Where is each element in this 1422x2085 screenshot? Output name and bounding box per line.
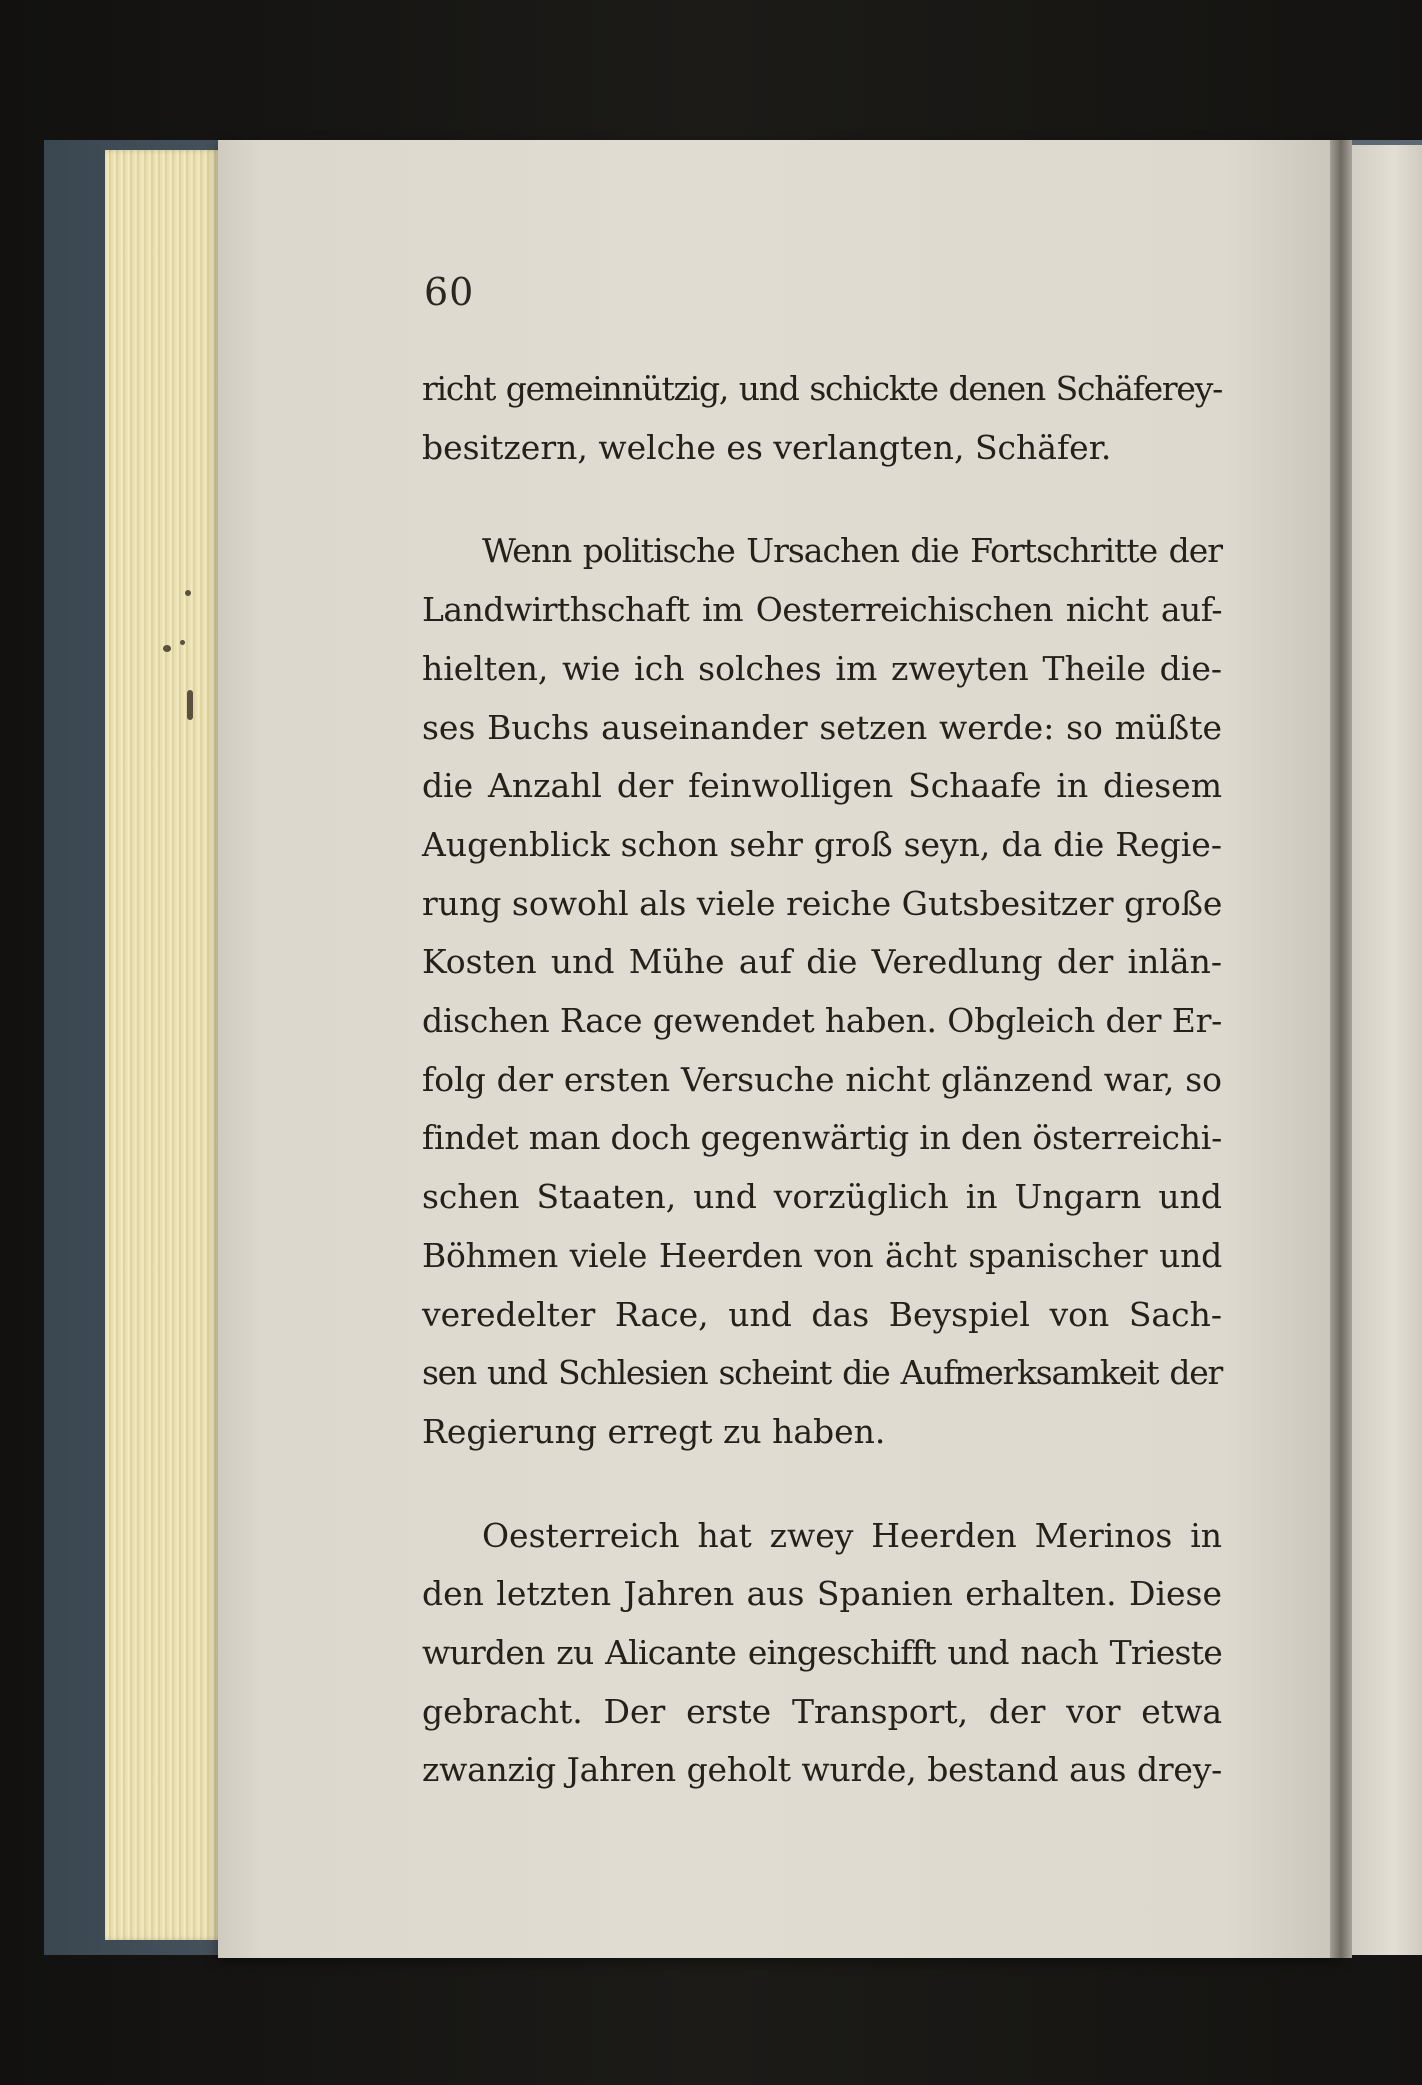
text-line: zwanzig Jahren geholt wurde, bestand aus drey- — [422, 1750, 1222, 1790]
text-line: sen und Schlesien scheint die Aufmerksamkeit der — [422, 1353, 1222, 1393]
page-edges — [105, 150, 225, 1940]
text-line: Augenblick schon sehr groß seyn, da die Regie- — [422, 824, 1222, 864]
text-line: Regierung erregt zu haben. — [422, 1411, 886, 1451]
text-line: findet man doch gegenwärtig in den österreichi- — [422, 1118, 1222, 1158]
text-line: wurden zu Alicante eingeschifft und nach Trieste — [422, 1633, 1222, 1673]
book-gutter — [1330, 140, 1352, 1958]
text-line: Kosten und Mühe auf die Veredlung der inlän- — [422, 942, 1222, 982]
text-line: die Anzahl der feinwolligen Schaafe in diesem — [422, 766, 1222, 806]
paragraph — [422, 1507, 1222, 1801]
text-line: folg der ersten Versuche nicht glänzend war, so — [422, 1059, 1222, 1099]
text-line: gebracht. Der erste Transport, der vor etwa — [422, 1691, 1222, 1731]
text-line: rung sowohl als viele reiche Gutsbesitzer große — [422, 883, 1223, 923]
text-line: Wenn politische Ursachen die Fortschritte der — [482, 531, 1222, 571]
text-line: Oesterreich hat zwey Heerden Merinos in — [482, 1515, 1222, 1555]
paragraph — [422, 360, 1222, 477]
text-line: richt gemeinnützig, und schickte denen Schäferey- — [422, 369, 1222, 408]
text-line: veredelter Race, und das Beyspiel von Sach- — [422, 1294, 1222, 1334]
text-line: den letzten Jahren aus Spanien erhalten. Diese — [422, 1574, 1222, 1614]
facing-page-edge — [1352, 145, 1422, 1955]
paragraph — [422, 522, 1222, 1461]
text-line: Landwirthschaft im Oesterreichischen nicht auf- — [422, 590, 1222, 630]
text-line: hielten, wie ich solches im zweyten Theile die- — [422, 648, 1222, 688]
text-line: besitzern, welche es verlangten, Schäfer. — [422, 427, 1112, 467]
text-line: schen Staaten, und vorzüglich in Ungarn und — [422, 1177, 1222, 1217]
paper-stains — [145, 590, 205, 740]
page-text — [422, 360, 1222, 1800]
text-line: Böhmen viele Heerden von ächt spanischer und — [422, 1235, 1222, 1275]
page-number: 60 — [424, 270, 475, 314]
text-line: ses Buchs auseinander setzen werde: so müßte — [422, 707, 1222, 747]
text-line: dischen Race gewendet haben. Obgleich der Er- — [422, 1001, 1222, 1041]
